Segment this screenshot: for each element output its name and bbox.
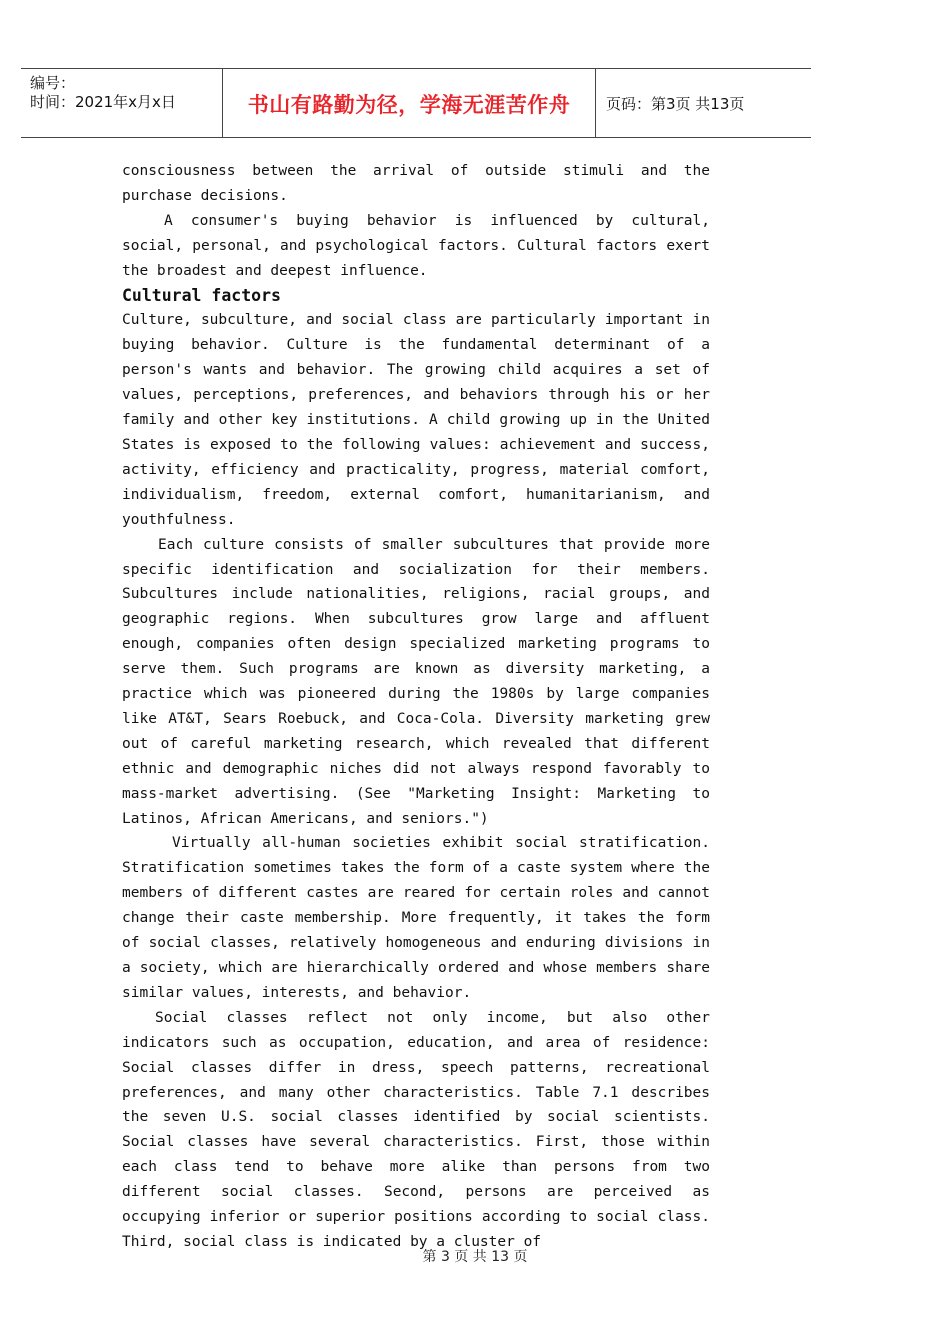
page-code: 页码：第3页 共13页 <box>606 95 745 113</box>
section-heading: Cultural factors <box>122 285 281 305</box>
paragraph-2: A consumer's buying behavior is influenced by cultural, social, personal, and psychological factors. Cultural factors exert the broadest and deepest influence. <box>122 212 710 279</box>
document-body <box>122 159 710 1255</box>
paragraph-3: Culture, subculture, and social class are particularly important in buying behavior. Culture is the fundamental determinant of a person's wants and behavior. The growing child acquires a set of values, perceptions, preferences, and behaviors through his or her family and other key institutions. A child growing up in the United States is exposed to the following values: achievement and success, activity, efficiency and practicality, progress, material comfort, individualism, freedom, external comfort, humanitarianism, and youthfulness. <box>122 312 710 528</box>
header-info-cell <box>21 69 223 137</box>
paragraph-6: Social classes reflect not only income, but also other indicators such as occupation, education, and area of residence: Social classes differ in dress, speech patterns, recreational preferences, and many other characteristics. Table 7.1 describes the seven U.S. social classes identified by social scientists. Social classes have several characteristics. First, those within each class tend to behave more alike than persons from two different social classes. Second, persons are perceived as occupying inferior or superior positions according to social class. Third, social class is indicated by a cluster of <box>122 1009 710 1250</box>
header-page-cell <box>596 69 811 137</box>
paragraph-5: Virtually all-human societies exhibit social stratification. Stratification sometimes takes the form of a caste system where the members of different castes are reared for certain roles and cannot change their caste membership. More frequently, it takes the form of social classes, relatively homogeneous and enduring divisions in a society, which are hierarchically ordered and whose members share similar values, interests, and behavior. <box>122 835 710 1001</box>
date-label: 时间：2021年x月x日 <box>30 93 176 111</box>
page-footer: 第 3 页 共 13 页 <box>422 1249 528 1265</box>
header-motto-cell <box>223 69 596 137</box>
page-header <box>21 68 811 138</box>
motto-text: 书山有路勤为径，学海无涯苦作舟 <box>247 93 571 117</box>
number-label: 编号： <box>30 74 76 92</box>
paragraph-4: Each culture consists of smaller subcultures that provide more specific identification and socialization for their members. Subcultures include nationalities, religions, racial groups, and geographic regions. When subcultures grow large and affluent enough, companies often design specialized marketing programs to serve them. Such programs are known as diversity marketing, a practice which was pioneered during the 1980s by large companies like AT&T, Sears Roebuck, and Coca-Cola. Diversity marketing grew out of careful marketing research, which revealed that different ethnic and demographic niches did not always respond favorably to mass-market advertising. (See "Marketing Insight: Marketing to Latinos, African Americans, and seniors.") <box>122 536 710 827</box>
paragraph-1: consciousness between the arrival of outside stimuli and the purchase decisions. <box>122 163 710 204</box>
